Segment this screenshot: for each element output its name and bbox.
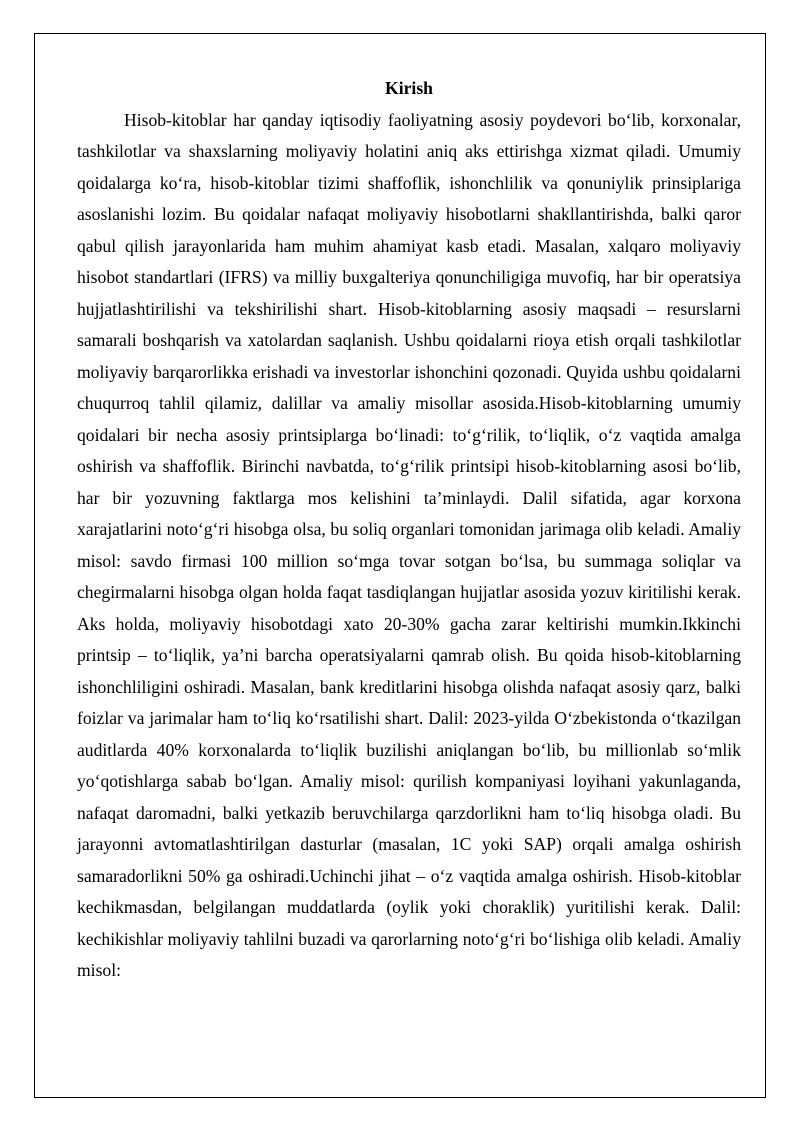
- document-title: Kirish: [385, 78, 433, 98]
- document-content: [77, 73, 741, 987]
- body-paragraph: Hisob-kitoblar har qanday iqtisodiy faoliyatning asosiy poydevori bo‘lib, korxonalar, tashkilotlar va shaxslarning moliyaviy holatini aniq aks ettirishga xizmat qiladi. Umumiy qoidalarga ko‘ra, hisob-kitoblar tizimi shaffoflik, ishonchlilik va qonuniylik prinsiplariga asoslanishi lozim. Bu qoidalar nafaqat moliyaviy hisobotlarni shakllantirishda, balki qaror qabul qilish jarayonlarida ham muhim ahamiyat kasb etadi. Masalan, xalqaro moliyaviy hisobot standartlari (IFRS) va milliy buxgalteriya qonunchiligiga muvofiq, har bir operatsiya hujjatlashtirilishi va tekshirilishi shart. Hisob-kitoblarning asosiy maqsadi – resurslarni samarali boshqarish va xatolardan saqlanish. Ushbu qoidalarni rioya etish orqali tashkilotlar moliyaviy barqarorlikka erishadi va investorlar ishonchini qozonadi. Quyida ushbu qoidalarni chuqurroq tahlil qilamiz, dalillar va amaliy misollar asosida.Hisob-kitoblarning umumiy qoidalari bir necha asosiy printsiplarga bo‘linadi: to‘g‘rilik, to‘liqlik, o‘z vaqtida amalga oshirish va shaffoflik. Birinchi navbatda, to‘g‘rilik printsipi hisob-kitoblarning asosi bo‘lib, har bir yozuvning faktlarga mos kelishini ta’minlaydi. Dalil sifatida, agar korxona xarajatlarini noto‘g‘ri hisobga olsa, bu soliq organlari tomonidan jarimaga olib keladi. Amaliy misol: savdo firmasi 100 million so‘mga tovar sotgan bo‘lsa, bu summaga soliqlar va chegirmalarni hisobga olgan holda faqat tasdiqlangan hujjatlar asosida yozuv kiritilishi kerak. Aks holda, moliyaviy hisobotdagi xato 20-30% gacha zarar keltirishi mumkin.Ikkinchi printsip – to‘liqlik, ya’ni barcha operatsiyalarni qamrab olish. Bu qoida hisob-kitoblarning ishonchliligini oshiradi. Masalan, bank kreditlarini hisobga olishda nafaqat asosiy qarz, balki foizlar va jarimalar ham to‘liq ko‘rsatilishi shart. Dalil: 2023-yilda O‘zbekistonda o‘tkazilgan auditlarda 40% korxonalarda to‘liqlik buzilishi aniqlangan bo‘lib, bu millionlab so‘mlik yo‘qotishlarga sabab bo‘lgan. Amaliy misol: qurilish kompaniyasi loyihani yakunlaganda, nafaqat daromadni, balki yetkazib beruvchilarga qarzdorlikni ham to‘liq hisobga oladi. Bu jarayonni avtomatlashtirilgan dasturlar (masalan, 1C yoki SAP) orqali amalga oshirish samaradorlikni 50% ga oshiradi.Uchinchi jihat – o‘z vaqtida amalga oshirish. Hisob-kitoblar kechikmasdan, belgilangan muddatlarda (oylik yoki choraklik) yuritilishi kerak. Dalil: kechikishlar moliyaviy tahlilni buzadi va qarorlarning noto‘g‘ri bo‘lishiga olib keladi. Amaliy misol:: [77, 109, 741, 980]
